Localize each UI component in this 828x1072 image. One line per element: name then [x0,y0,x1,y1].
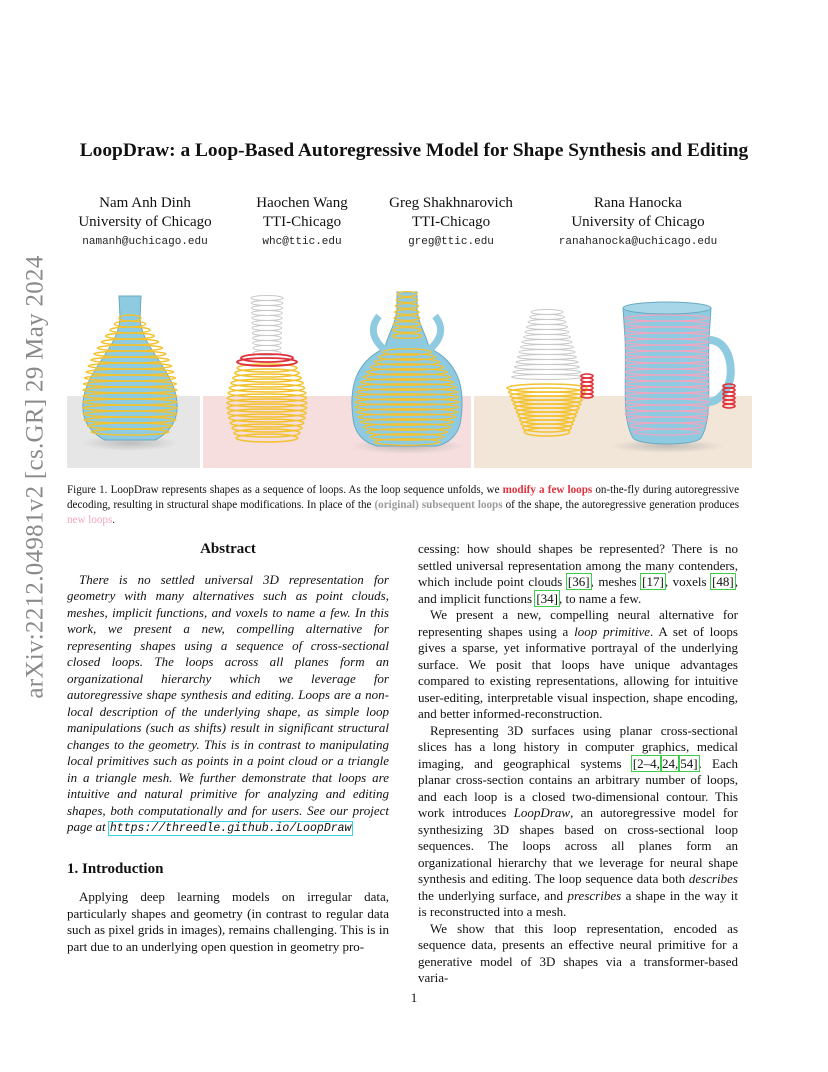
intro-paragraph-1-cont [418,541,738,607]
arxiv-identifier: arXiv:2212.04981v2 [cs.GR] 29 May 2024 [22,255,50,699]
author-block [78,194,211,248]
abstract-body [67,572,389,838]
text-run: . Each planar cross-section contains an arbitrary number of loops, and each loop is a closed two-dimensional contour. This work introduces [418,755,738,820]
caption-text: of the shape, the autoregressive generation produces [502,499,740,511]
caption-text: Figure 1. LoopDraw represents shapes as a sequence of loops. As the loop sequence unfolds, we [67,484,503,496]
abstract-heading: Abstract [200,541,256,557]
citation-link[interactable]: [2–4, [632,755,660,771]
teaser-figure [67,278,752,468]
intro-heading: 1. Introduction [67,860,164,877]
text-run: cessing: how should shapes be represented? There is no settled universal representation among the many contenders, which include point clouds [418,541,738,589]
amphora-shape-3 [349,292,465,454]
text-run: We present a new, compelling neural alternative for representing shapes using a [418,607,738,639]
intro-paragraph-1: Applying deep learning models on irregular data, particularly shapes and geometry (in contrast to regular data such as pixel grids in images), remains challenging. This is in part due to an underlying open question in geometry pro- [67,889,389,954]
citation-link[interactable]: 54] [680,755,698,771]
author-affiliation: University of Chicago [571,214,705,230]
caption-highlight-gray: (original) subsequent loops [374,499,503,511]
figure-caption [67,483,739,528]
teaser-illustration [67,278,752,468]
author-name: Greg Shakhnarovich [389,195,513,211]
author-email: greg@ttic.edu [408,236,494,248]
text-run: . A set of loops gives a sparse, yet informative portrayal of the underlying surface. We posit that loops have unique advantages compared to existing representations, allowing for intuitive user-editing, interpretable visual inspection, shape encoding, and better informed-reconstruction. [418,623,738,721]
emphasis: describes [688,871,738,886]
author-name: Haochen Wang [256,195,348,211]
author-name: Rana Hanocka [594,195,682,211]
author-block [559,194,717,248]
author-affiliation: TTI-Chicago [262,214,342,230]
project-page-link[interactable]: https://threedle.github.io/LoopDraw [109,822,352,835]
text-run: , to name a few. [559,590,642,606]
text-run: , and implicit functions [418,574,738,606]
text-run: , voxels [664,574,712,589]
left-column [67,541,389,955]
author-affiliation: University of Chicago [78,214,212,230]
text-run: , an autoregressive model for synthesizing 3D shapes based on cross-sectional loop sequences. The loops across all planes form an organizational hierarchy that we leverage for neural shape synthesis and editing. The loop sequence data both [418,805,738,886]
text-run: Representing 3D surfaces using planar cross-sectional slices has a long history in computer graphics, medical imaging, and geographical systems [418,722,738,771]
citation-link[interactable]: [34] [536,590,559,606]
author-block [389,194,513,248]
page-number: 1 [410,990,418,1005]
author-affiliation: TTI-Chicago [411,214,491,230]
caption-highlight-red: modify a few loops [502,484,593,496]
emphasis: LoopDraw [513,805,571,820]
author-email: namanh@uchicago.edu [82,236,208,248]
citation-link[interactable]: [17] [642,574,664,589]
right-column [418,541,738,987]
paper-title: LoopDraw: a Loop-Based Autoregressive Model for Shape Synthesis and Editing [79,140,749,161]
text-run: , meshes [590,574,642,589]
emphasis: loop primitive [574,623,651,639]
author-email: whc@ttic.edu [262,236,342,248]
intro-paragraph-3 [418,723,738,921]
citation-link[interactable]: [36] [567,574,590,589]
citation-link[interactable]: 24, [661,755,679,771]
text-run: a shape in the way it is reconstructed into a mesh. [418,887,738,919]
abstract-text: There is no settled universal 3D representation for geometry with many alternatives such as point clouds, meshes, implicit functions, and voxels to name a few. In this work, we present a new, compelling alternative for representing shapes using a sequence of cross-sectional closed loops. The loops across all planes form an organizational hierarchy which we leverage for autoregressive shape synthesis and editing. Loops are a non-local description of the underlying shape, as simple loop manipulations (such as shifts) result in significant structural changes to the geometry. This is in contrast to manipulating local primitives such as points in a point cloud or a triangle in a triangle mesh. We further demonstrate that loops are intuitive and natural primitive for analyzing and editing shapes, both computationally and for users. See our project page at [67,571,389,834]
text-run: the underlying surface, and [418,887,568,903]
arxiv-sidebar [22,255,50,699]
caption-text: . [112,514,116,526]
intro-paragraph-4: We show that this loop representation, encoded as sequence data, presents an effective neural primitive for a generative model of 3D shapes via a transformer-based varia- [418,920,738,985]
author-block [256,194,347,248]
emphasis: prescribes [567,887,622,903]
author-email: ranahanocka@uchicago.edu [558,236,718,248]
citation-link[interactable]: [48] [712,574,734,589]
author-name: Nam Anh Dinh [99,195,191,211]
vase-shape-1 [82,296,178,451]
caption-text: on-the-fly during autoregressive decoding, resulting in structural shape modifications. In place of the [67,484,739,511]
intro-paragraph-2 [418,607,738,723]
caption-highlight-pink: new loops [67,514,113,526]
